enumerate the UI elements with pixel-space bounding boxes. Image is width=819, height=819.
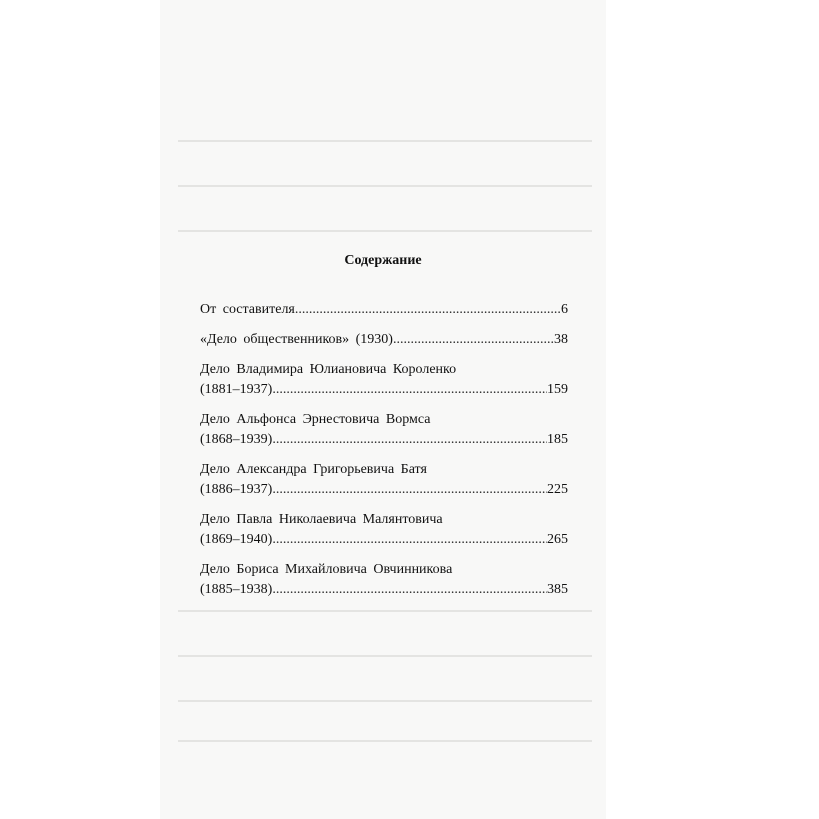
toc-leader-dots (272, 530, 547, 550)
toc-entry-dates: (1881–1937) (200, 382, 273, 397)
table-of-contents (200, 300, 568, 610)
show-through-line (178, 655, 592, 657)
toc-leader-dots (272, 480, 547, 500)
toc-heading: Содержание (344, 253, 422, 268)
show-through-line (178, 610, 592, 612)
toc-entry-dates: (1885–1938) (200, 582, 273, 597)
show-through-line (178, 740, 592, 742)
toc-row (200, 380, 568, 400)
toc-row (200, 330, 568, 350)
toc-page-number: 159 (547, 382, 568, 397)
toc-entry[interactable] (200, 330, 568, 350)
toc-page-number: 385 (547, 582, 568, 597)
toc-row (200, 580, 568, 600)
toc-row (200, 360, 568, 380)
toc-page-number: 225 (547, 482, 568, 497)
toc-row (200, 460, 568, 480)
toc-row (200, 430, 568, 450)
toc-page-number: 6 (561, 302, 568, 317)
toc-entry-title: «Дело общественников» (1930) (200, 332, 393, 347)
toc-entry-title: Дело Павла Николаевича Малянтовича (200, 512, 443, 527)
toc-entry[interactable] (200, 300, 568, 320)
toc-page-number: 265 (547, 532, 568, 547)
toc-leader-dots (272, 580, 547, 600)
toc-entry[interactable] (200, 560, 568, 600)
toc-entry[interactable] (200, 510, 568, 550)
show-through-line (178, 185, 592, 187)
toc-entry[interactable] (200, 410, 568, 450)
toc-entry-dates: (1869–1940) (200, 532, 273, 547)
toc-entry-dates: (1886–1937) (200, 482, 273, 497)
toc-entry[interactable] (200, 460, 568, 500)
toc-leader-dots (295, 300, 561, 320)
toc-page-number: 38 (554, 332, 568, 347)
toc-leader-dots (272, 380, 547, 400)
show-through-line (178, 230, 592, 232)
toc-page-number: 185 (547, 432, 568, 447)
toc-leader-dots (393, 330, 554, 350)
toc-entry-dates: (1868–1939) (200, 432, 273, 447)
show-through-line (178, 140, 592, 142)
toc-row (200, 480, 568, 500)
toc-row (200, 410, 568, 430)
toc-entry-title: Дело Александра Григорьевича Батя (200, 462, 427, 477)
toc-entry-title: Дело Альфонса Эрнестовича Вормса (200, 412, 431, 427)
show-through-line (178, 700, 592, 702)
toc-row (200, 530, 568, 550)
toc-row (200, 560, 568, 580)
toc-entry[interactable] (200, 360, 568, 400)
toc-leader-dots (272, 430, 547, 450)
toc-row (200, 300, 568, 320)
toc-row (200, 510, 568, 530)
toc-entry-title: Дело Владимира Юлиановича Короленко (200, 362, 457, 377)
toc-entry-title: От составителя (200, 302, 295, 317)
toc-entry-title: Дело Бориса Михайловича Овчинникова (200, 562, 453, 577)
